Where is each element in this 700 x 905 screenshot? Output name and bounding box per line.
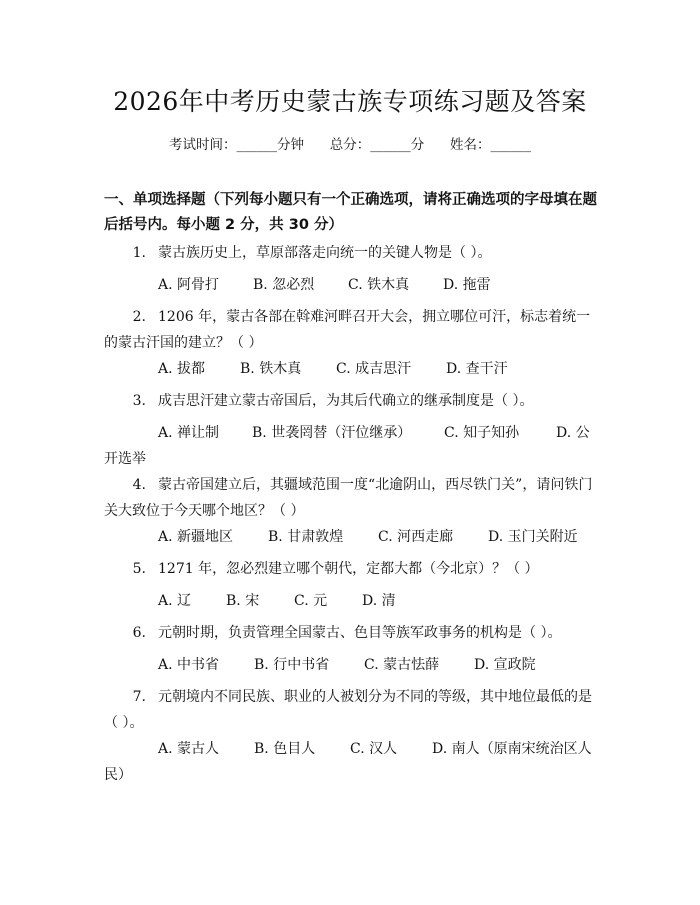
question-6-options	[104, 652, 600, 678]
question-number: 7.	[132, 689, 146, 705]
option-a: A. 新疆地区	[158, 529, 234, 545]
question-number: 6.	[132, 625, 146, 641]
question-text: 元朝境内不同民族、职业的人被划分为不同的等级，其中地位最低的是（ ）。	[104, 689, 592, 731]
option-b: B. 色目人	[254, 741, 316, 757]
question-3	[104, 388, 600, 414]
option-b: B. 甘肃敦煌	[268, 529, 344, 545]
question-4-options	[104, 524, 600, 550]
option-c: C. 知子知孙	[444, 425, 520, 441]
question-3-options	[104, 420, 600, 472]
option-b: B. 行中书省	[254, 657, 330, 673]
option-b: B. 忽必烈	[253, 277, 315, 293]
question-number: 4.	[132, 477, 146, 493]
option-a: A. 中书省	[158, 657, 220, 673]
option-c: C. 蒙古怯薛	[364, 657, 440, 673]
option-c: C. 铁木真	[348, 277, 410, 293]
question-number: 3.	[132, 393, 146, 409]
question-text: 蒙古族历史上，草原部落走向统一的关键人物是（ ）。	[158, 245, 492, 261]
option-d: D. 清	[362, 593, 396, 609]
option-b: B. 世袭罔替（汗位继承）	[252, 425, 412, 441]
option-a: A. 拔都	[158, 361, 206, 377]
option-c: C. 汉人	[350, 741, 398, 757]
option-c: C. 元	[294, 593, 328, 609]
document-title: 2026年中考历史蒙古族专项练习题及答案	[113, 87, 587, 116]
option-b: B. 铁木真	[240, 361, 302, 377]
student-name: 姓名：______	[450, 137, 531, 153]
question-7	[104, 684, 600, 736]
question-text: 1271 年，忽必烈建立哪个朝代，定都大都（今北京）？（ ）	[158, 561, 539, 577]
question-7-options	[104, 736, 600, 788]
section-heading-single-choice: 一、单项选择题（下列每小题只有一个正确选项，请将正确选项的字母填在题后括号内。每小题 2 分，共 30 分）	[104, 192, 597, 233]
question-2	[104, 304, 600, 356]
question-text: 1206 年，蒙古各部在斡难河畔召开大会，拥立哪位可汗，标志着统一的蒙古汗国的建立？（ ）	[104, 309, 591, 351]
question-6	[104, 620, 600, 646]
question-2-options	[104, 356, 600, 382]
option-d: D. 公开选举	[104, 425, 590, 467]
exam-time: 考试时间：______分钟	[169, 137, 304, 153]
option-d: D. 南人（原南宋统治区人民）	[104, 741, 592, 783]
option-d: D. 宣政院	[474, 657, 536, 673]
question-number: 5.	[132, 561, 146, 577]
question-text: 元朝时期，负责管理全国蒙古、色目等族军政事务的机构是（ ）。	[158, 625, 562, 641]
option-b: B. 宋	[226, 593, 260, 609]
question-1	[104, 240, 600, 266]
option-a: A. 蒙古人	[158, 741, 220, 757]
exam-meta	[0, 133, 700, 153]
question-number: 1.	[132, 245, 146, 261]
question-1-options	[104, 272, 600, 298]
option-a: A. 禅让制	[158, 425, 220, 441]
option-d: D. 拖雷	[443, 277, 491, 293]
option-d: D. 玉门关附近	[488, 529, 578, 545]
question-5-options	[104, 588, 600, 614]
option-c: C. 河西走廊	[378, 529, 454, 545]
option-a: A. 阿骨打	[158, 277, 220, 293]
question-text: 蒙古帝国建立后，其疆域范围一度“北逾阴山，西尽铁门关”，请问铁门关大致位于今天哪个地区？（ ）	[104, 477, 593, 519]
question-5	[104, 556, 600, 582]
exam-total-score: 总分：______分	[329, 137, 425, 153]
option-a: A. 辽	[158, 593, 192, 609]
question-4	[104, 472, 600, 524]
question-number: 2.	[132, 309, 146, 325]
question-text: 成吉思汗建立蒙古帝国后，为其后代确立的继承制度是（ ）。	[158, 393, 534, 409]
option-c: C. 成吉思汗	[336, 361, 412, 377]
option-d: D. 查干汗	[446, 361, 508, 377]
